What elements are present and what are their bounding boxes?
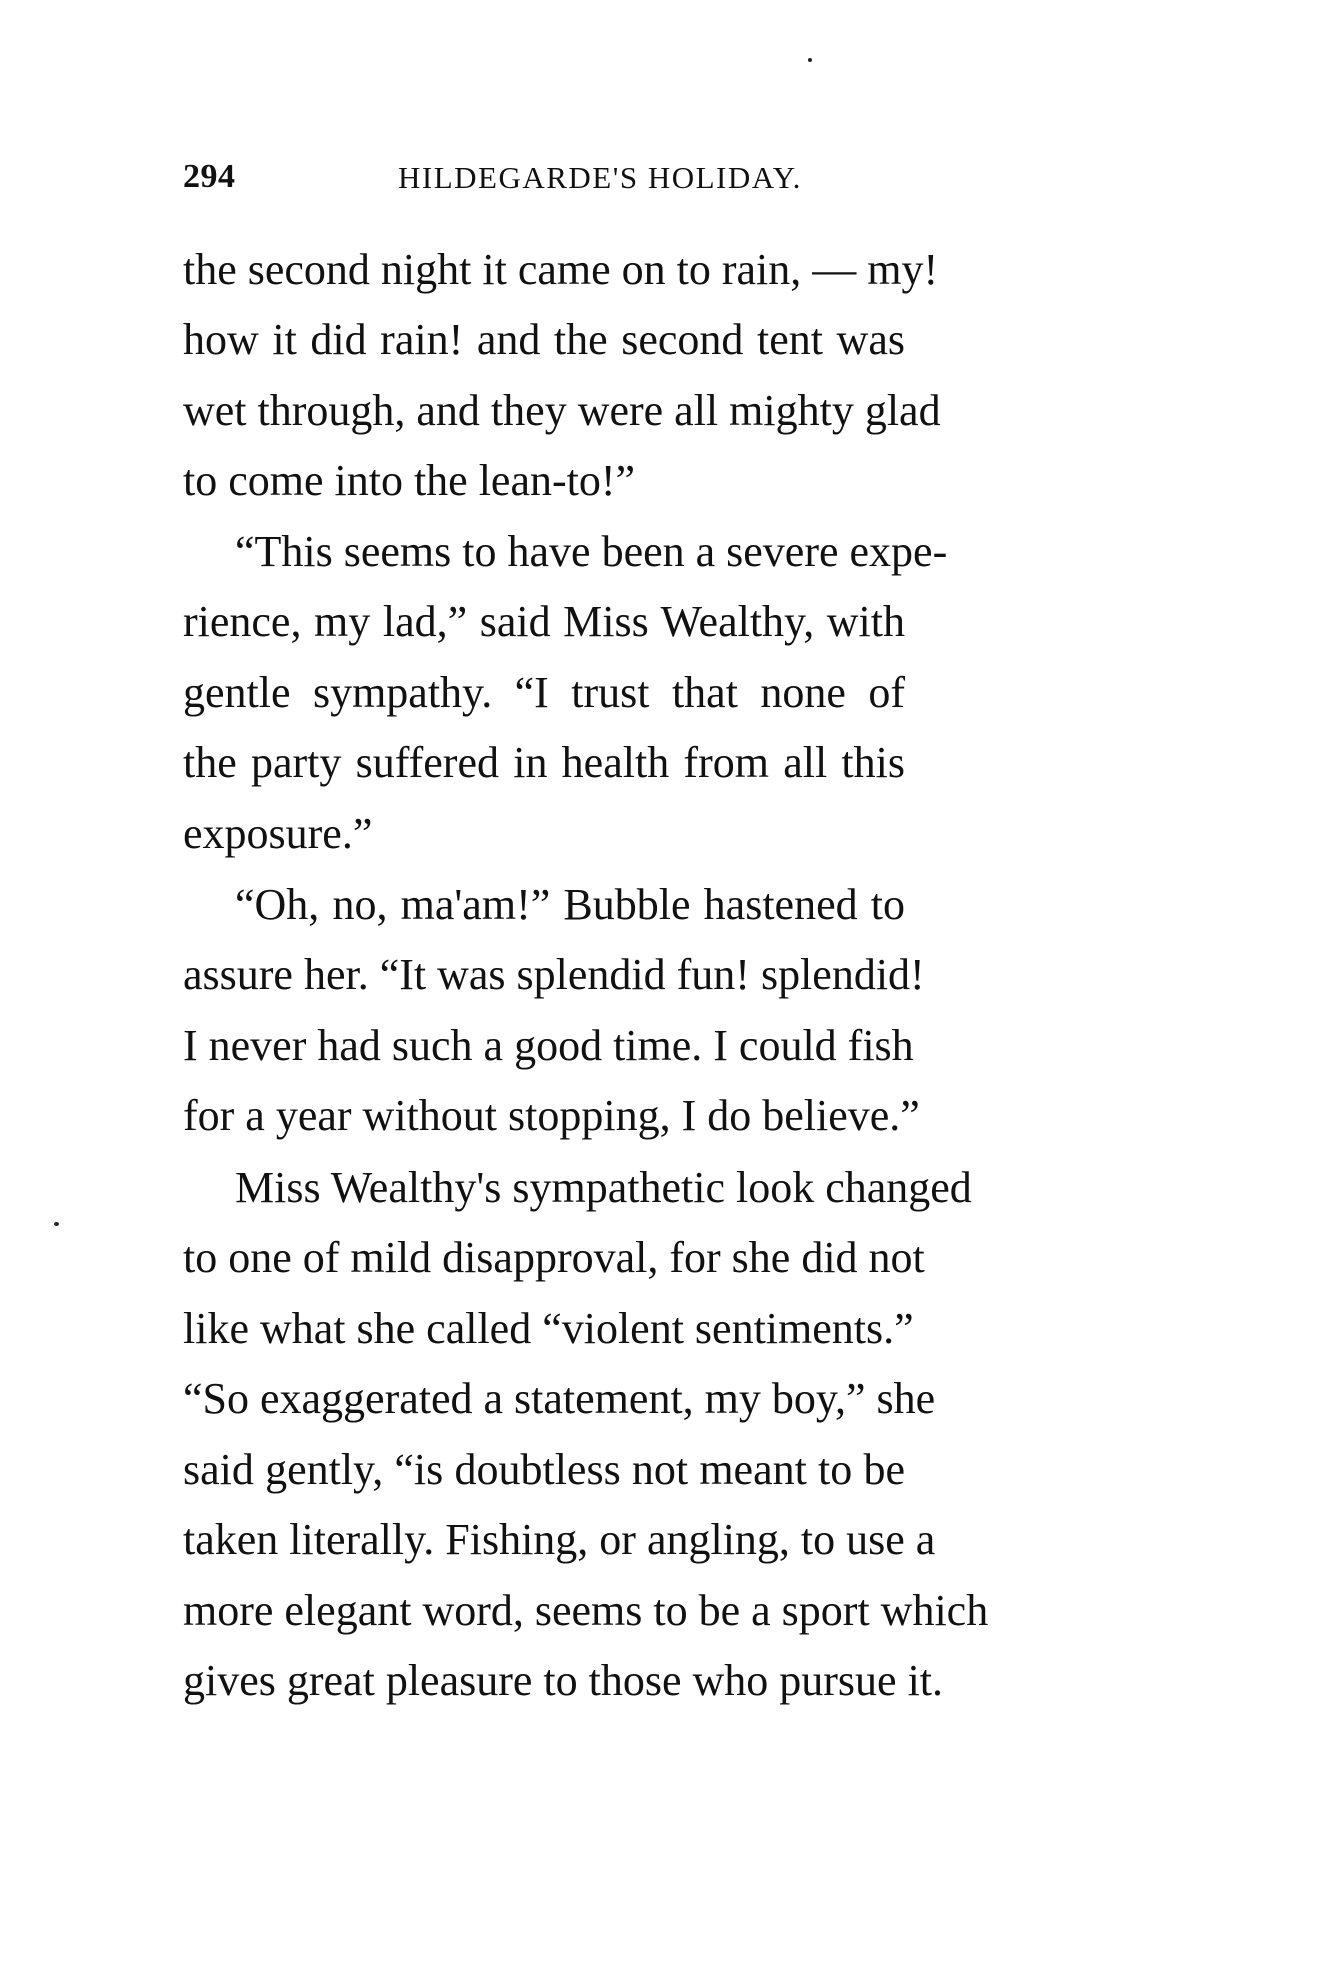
text-line: to one of mild disapproval, for she did not: [183, 1233, 925, 1282]
text-line: Miss Wealthy's sympathetic look changed: [235, 1163, 972, 1212]
text-line: the second night it came on to rain, — my!: [183, 245, 939, 294]
text-line: how it did rain! and the second tent was: [183, 315, 905, 364]
text-line: assure her. “It was splendid fun! splendid!: [183, 950, 925, 999]
text-line: “So exaggerated a statement, my boy,” she: [183, 1374, 936, 1423]
text-line: the party suffered in health from all this: [183, 738, 905, 787]
print-speck: [808, 58, 812, 62]
text-line: for a year without stopping, I do believe.”: [183, 1091, 920, 1140]
text-line: like what she called “violent sentiments.”: [183, 1304, 914, 1353]
text-line: said gently, “is doubtless not meant to be: [183, 1445, 905, 1494]
page-number: 294: [183, 158, 236, 195]
text-line: taken literally. Fishing, or angling, to use a: [183, 1515, 936, 1564]
running-title: HILDEGARDE'S HOLIDAY.: [398, 160, 802, 195]
text-line: more elegant word, seems to be a sport which: [183, 1586, 989, 1635]
text-line: “This seems to have been a severe expe-: [235, 527, 948, 576]
text-line: wet through, and they were all mighty glad: [183, 386, 941, 435]
text-line: “Oh, no, ma'am!” Bubble hastened to: [235, 880, 905, 929]
text-line: I never had such a good time. I could fish: [183, 1021, 914, 1070]
text-line: gentle sympathy. “I trust that none of: [183, 668, 905, 717]
print-speck: [54, 1222, 59, 1226]
text-line: exposure.”: [183, 809, 373, 858]
text-line: gives great pleasure to those who pursue it.: [183, 1656, 944, 1705]
text-line: to come into the lean-to!”: [183, 456, 636, 505]
page-header: [183, 158, 913, 208]
text-line: rience, my lad,” said Miss Wealthy, with: [183, 597, 905, 646]
